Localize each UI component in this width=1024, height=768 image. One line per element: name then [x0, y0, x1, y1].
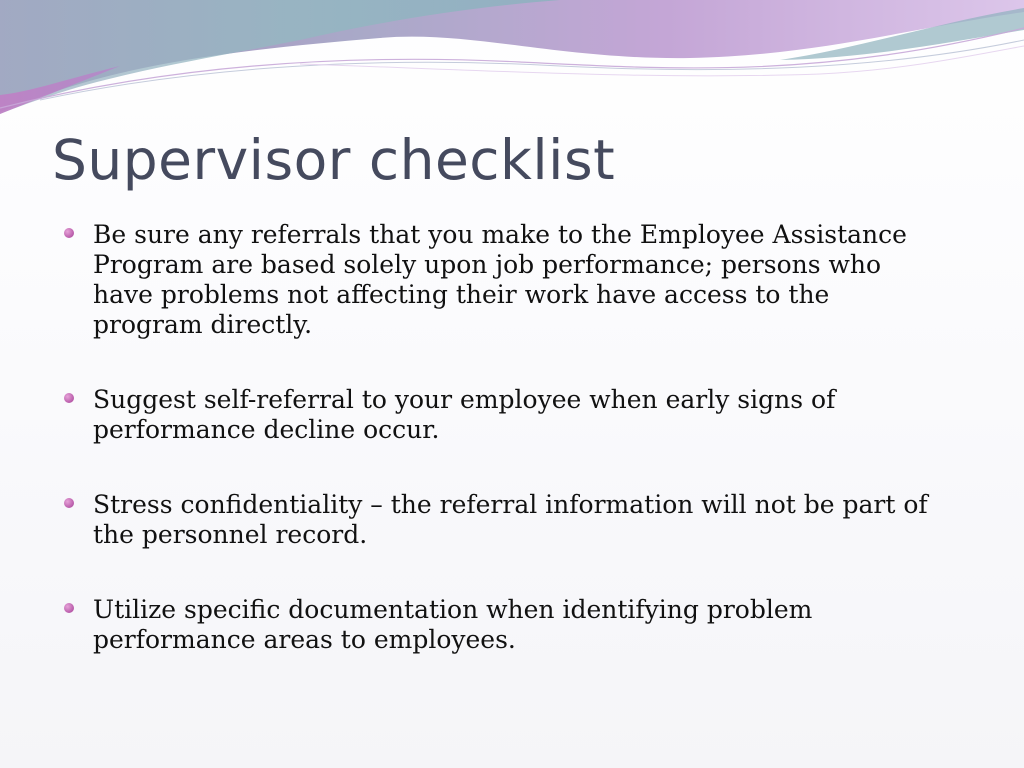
- bullet-text: Utilize specific documentation when identifying problem performance areas to employees.: [93, 595, 813, 654]
- bullet-dot-icon: [64, 393, 74, 403]
- bullet-dot-icon: [64, 228, 74, 238]
- bullet-dot-icon: [64, 603, 74, 613]
- bullet-text: Suggest self-referral to your employee when early signs of performance decline occur.: [93, 385, 836, 444]
- bullet-item: [62, 385, 942, 445]
- bullet-text: Stress confidentiality – the referral information will not be part of the personnel record.: [93, 490, 928, 549]
- bullet-text: Be sure any referrals that you make to the Employee Assistance Program are based solely upon job performance; persons who have problems not affecting their work have access to the program directly.: [93, 220, 907, 339]
- bullet-item: [62, 595, 942, 655]
- bullet-item: [62, 220, 942, 340]
- header-wave-decoration: [0, 0, 1024, 130]
- slide-title: Supervisor checklist: [52, 128, 616, 192]
- bullet-dot-icon: [64, 498, 74, 508]
- bullet-item: [62, 490, 942, 550]
- bullet-list: [62, 220, 942, 700]
